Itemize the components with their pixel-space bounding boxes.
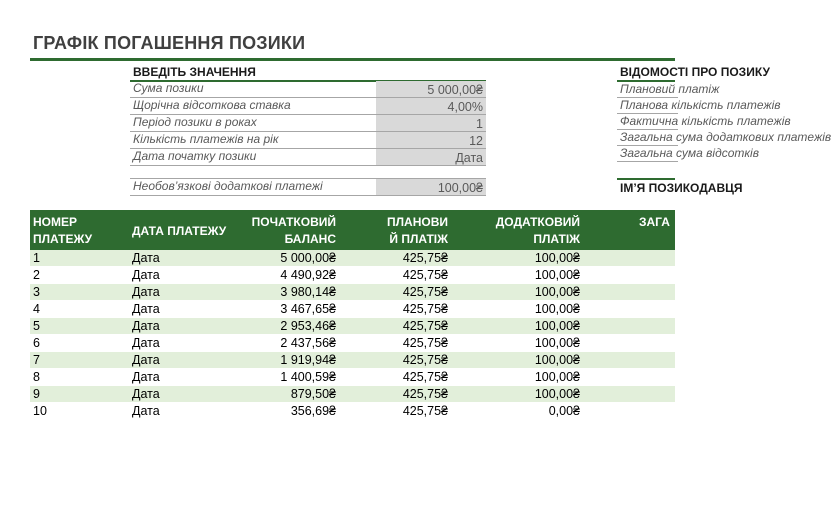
cell-begin[interactable]: 4 490,92₴ <box>280 268 336 282</box>
extra-payments-cell[interactable]: 100,00₴ <box>376 179 486 195</box>
col-header-payment-number[interactable]: НОМЕР ПЛАТЕЖУ <box>33 215 93 246</box>
start-date-cell[interactable]: Дата <box>376 149 486 165</box>
summary-label: Фактична кількість платежів <box>617 114 678 130</box>
cell-date[interactable]: Дата <box>132 336 160 350</box>
table-row <box>30 369 675 386</box>
cell-extra[interactable]: 100,00₴ <box>534 319 580 333</box>
col-header-total-payment[interactable]: ЗАГА <box>639 215 670 229</box>
summary-label: Плановий платіж <box>617 82 678 98</box>
input-row-loan-years <box>130 115 486 132</box>
input-label: Необов’язкові додаткові платежі <box>133 179 323 193</box>
cell-num[interactable]: 1 <box>33 251 40 265</box>
input-label: Період позики в роках <box>133 115 257 129</box>
cell-begin[interactable]: 356,69₴ <box>290 404 336 418</box>
col-header-extra-payment[interactable]: ДОДАТКОВИЙ ПЛАТІЖ <box>495 215 580 246</box>
col-header-beginning-balance[interactable]: ПОЧАТКОВИЙ БАЛАНС <box>251 215 336 246</box>
payments-per-year-cell[interactable]: 12 <box>376 132 486 148</box>
cell-extra[interactable]: 100,00₴ <box>534 370 580 384</box>
cell-planned[interactable]: 425,75₴ <box>402 319 448 333</box>
input-row-extra-payments <box>130 178 486 196</box>
cell-extra[interactable]: 100,00₴ <box>534 302 580 316</box>
table-row <box>30 352 675 369</box>
table-row <box>30 386 675 403</box>
input-row-start-date <box>130 149 486 166</box>
cell-begin[interactable]: 1 400,59₴ <box>280 370 336 384</box>
cell-date[interactable]: Дата <box>132 268 160 282</box>
cell-num[interactable]: 5 <box>33 319 40 333</box>
table-row <box>30 403 675 420</box>
cell-extra[interactable]: 100,00₴ <box>534 251 580 265</box>
cell-begin[interactable]: 2 437,56₴ <box>280 336 336 350</box>
cell-num[interactable]: 9 <box>33 387 40 401</box>
cell-begin[interactable]: 879,50₴ <box>290 387 336 401</box>
summary-label: Загальна сума відсотків <box>617 146 678 162</box>
table-row <box>30 284 675 301</box>
col-header-payment-date[interactable]: ДАТА ПЛАТЕЖУ <box>132 224 227 238</box>
payment-schedule-table <box>30 210 675 420</box>
table-body <box>30 250 675 420</box>
cell-extra[interactable]: 100,00₴ <box>534 285 580 299</box>
cell-planned[interactable]: 425,75₴ <box>402 370 448 384</box>
loan-amount-cell[interactable]: 5 000,00₴ <box>376 81 486 97</box>
cell-num[interactable]: 10 <box>33 404 47 418</box>
cell-date[interactable]: Дата <box>132 353 160 367</box>
cell-planned[interactable]: 425,75₴ <box>402 387 448 401</box>
summary-label: Планова кількість платежів <box>617 98 678 114</box>
cell-extra[interactable]: 100,00₴ <box>534 353 580 367</box>
cell-num[interactable]: 8 <box>33 370 40 384</box>
inputs-heading: ВВЕДІТЬ ЗНАЧЕННЯ <box>133 65 256 79</box>
cell-planned[interactable]: 425,75₴ <box>402 353 448 367</box>
input-label: Щорічна відсоткова ставка <box>133 98 291 112</box>
cell-date[interactable]: Дата <box>132 319 160 333</box>
summary-label: Загальна сума додаткових платежів <box>617 130 678 146</box>
cell-planned[interactable]: 425,75₴ <box>402 268 448 282</box>
col-header-planned-payment[interactable]: ПЛАНОВИ Й ПЛАТІЖ <box>386 215 448 246</box>
cell-extra[interactable]: 100,00₴ <box>534 336 580 350</box>
table-row <box>30 267 675 284</box>
page-title: ГРАФІК ПОГАШЕННЯ ПОЗИКИ <box>33 33 306 53</box>
cell-planned[interactable]: 425,75₴ <box>402 285 448 299</box>
cell-date[interactable]: Дата <box>132 251 160 265</box>
input-label: Дата початку позики <box>133 149 257 163</box>
cell-planned[interactable]: 425,75₴ <box>402 251 448 265</box>
input-label: Сума позики <box>133 81 204 95</box>
lender-heading-rule <box>617 178 675 180</box>
cell-planned[interactable]: 425,75₴ <box>402 336 448 350</box>
cell-num[interactable]: 6 <box>33 336 40 350</box>
cell-begin[interactable]: 5 000,00₴ <box>280 251 336 265</box>
cell-date[interactable]: Дата <box>132 387 160 401</box>
input-row-loan-amount <box>130 81 486 98</box>
input-row-interest-rate <box>130 98 486 115</box>
table-row <box>30 301 675 318</box>
lender-heading: ІМ’Я ПОЗИКОДАВЦЯ <box>620 181 743 195</box>
table-row <box>30 318 675 335</box>
cell-begin[interactable]: 1 919,94₴ <box>280 353 336 367</box>
cell-planned[interactable]: 425,75₴ <box>402 302 448 316</box>
cell-date[interactable]: Дата <box>132 404 160 418</box>
cell-begin[interactable]: 3 467,65₴ <box>280 302 336 316</box>
input-label: Кількість платежів на рік <box>133 132 279 146</box>
cell-extra[interactable]: 100,00₴ <box>534 268 580 282</box>
loan-years-cell[interactable]: 1 <box>376 115 486 131</box>
inputs-block <box>130 81 486 166</box>
title-divider <box>30 58 675 61</box>
table-row <box>30 250 675 267</box>
interest-rate-cell[interactable]: 4,00% <box>376 98 486 114</box>
cell-extra[interactable]: 0,00₴ <box>548 404 580 418</box>
cell-date[interactable]: Дата <box>132 370 160 384</box>
table-header <box>30 210 675 250</box>
cell-date[interactable]: Дата <box>132 302 160 316</box>
cell-num[interactable]: 3 <box>33 285 40 299</box>
cell-extra[interactable]: 100,00₴ <box>534 387 580 401</box>
cell-date[interactable]: Дата <box>132 285 160 299</box>
cell-begin[interactable]: 2 953,46₴ <box>280 319 336 333</box>
summary-heading: ВІДОМОСТІ ПРО ПОЗИКУ <box>620 65 770 79</box>
extra-payments-block <box>130 178 486 196</box>
cell-begin[interactable]: 3 980,14₴ <box>280 285 336 299</box>
cell-planned[interactable]: 425,75₴ <box>402 404 448 418</box>
cell-num[interactable]: 7 <box>33 353 40 367</box>
cell-num[interactable]: 2 <box>33 268 40 282</box>
table-row <box>30 335 675 352</box>
input-row-payments-per-year <box>130 132 486 149</box>
cell-num[interactable]: 4 <box>33 302 40 316</box>
